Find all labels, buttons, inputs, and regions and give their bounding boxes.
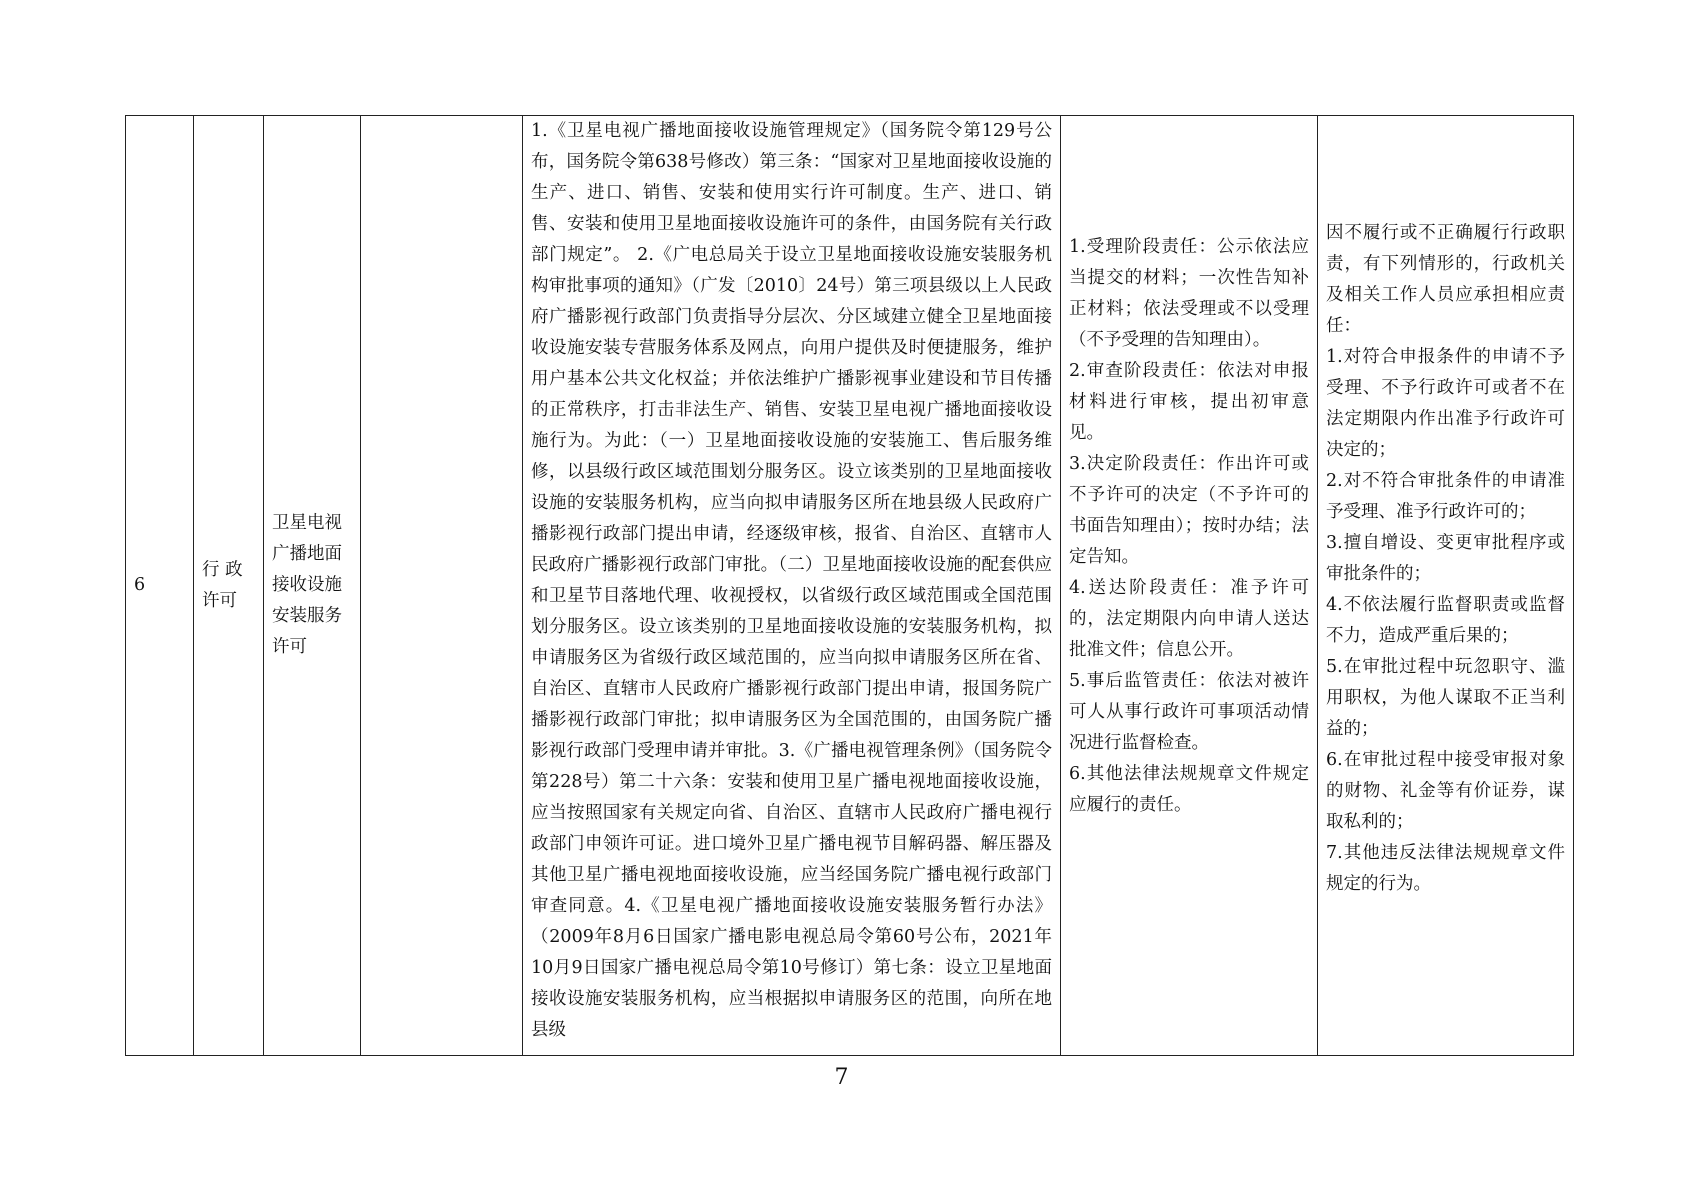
- accountability-item: 3.擅自增设、变更审批程序或审批条件的；: [1326, 532, 1565, 584]
- row-number-cell: [126, 116, 194, 1056]
- responsibility-item: 6.其他法律法规规章文件规定应履行的责任。: [1069, 764, 1309, 815]
- responsibility-cell: [1061, 116, 1318, 1056]
- responsibility-item: 5.事后监管责任：依法对被许可人从事行政许可事项活动情况进行监督检查。: [1069, 671, 1309, 753]
- category-cell: [194, 116, 264, 1056]
- accountability-item: 6.在审批过程中接受审报对象的财物、礼金等有价证券，谋取私利的；: [1326, 749, 1565, 832]
- permission-table: [125, 115, 1574, 1056]
- responsibility-item: 2.审查阶段责任：依法对申报材料进行审核，提出初审意见。: [1069, 361, 1309, 443]
- responsibility-item: 3.决定阶段责任：作出许可或不予许可的决定（不予许可的书面告知理由）；按时办结；法定告知。: [1069, 454, 1309, 567]
- accountability-item: 4.不依法履行监督职责或监督不力，造成严重后果的；: [1326, 594, 1565, 646]
- accountability-item: 2.对不符合审批条件的申请准予受理、准予行政许可的；: [1326, 470, 1565, 522]
- accountability-intro: 因不履行或不正确履行行政职责，有下列情形的，行政机关及相关工作人员应承担相应责任：: [1326, 222, 1565, 336]
- accountability-item: 7.其他违反法律法规规章文件规定的行为。: [1326, 842, 1565, 894]
- legal-basis-cell: [523, 116, 1061, 1056]
- accountability-cell: [1318, 116, 1574, 1056]
- item-name-cell: [264, 116, 361, 1056]
- accountability-item: 5.在审批过程中玩忽职守、滥用职权，为他人谋取不正当利益的；: [1326, 656, 1565, 739]
- legal-basis-text: 1.《卫星电视广播地面接收设施管理规定》（国务院令第129号公布，国务院令第638号修改）第三条：“国家对卫星地面接收设施的生产、进口、销售、安装和使用实行许可制度。生产、进口、销售、安装和使用卫星地面接收设施许可的条件，由国务院有关行政部门规定”。 2.《广电总局关于设立卫星地面接收设施安装服务机构审批事项的通知》（广发〔2010〕24号）第三项县级以上人民政府广播影视行政部门负责指导分层次、分区域建立健全卫星地面接收设施安装专营服务体系及网点，向用户提供及时便捷服务，维护用户基本公共文化权益；并依法维护广播影视事业建设和节目传播的正常秩序，打击非法生产、销售、安装卫星电视广播地面接收设施行为。为此：（一）卫星地面接收设施的安装施工、售后服务维修，以县级行政区域范围划分服务区。设立该类别的卫星地面接收设施的安装服务机构，应当向拟申请服务区所在地县级人民政府广播影视行政部门提出申请，经逐级审核，报省、自治区、直辖市人民政府广播影视行政部门审批。（二）卫星地面接收设施的配套供应和卫星节目落地代理、收视授权，以省级行政区域范围或全国范围划分服务区。设立该类别的卫星地面接收设施的安装服务机构，拟申请服务区为省级行政区域范围的，应当向拟申请服务区所在省、自治区、直辖市人民政府广播影视行政部门提出申请，报国务院广播影视行政部门审批；拟申请服务区为全国范围的，由国务院广播影视行政部门受理申请并审批。3.《广播电视管理条例》（国务院令第228号）第二十六条：安装和使用卫星广播电视地面接收设施，应当按照国家有关规定向省、自治区、直辖市人民政府广播电视行政部门申领许可证。进口境外卫星广播电视节目解码器、解压器及其他卫星广播电视地面接收设施，应当经国务院广播电视行政部门审查同意。4.《卫星电视广播地面接收设施安装服务暂行办法》（2009年8月6日国家广播电影电视总局令第60号公布，2021年10月9日国家广播电视总局令第10号修订）第七条：设立卫星地面接收设施安装服务机构，应当根据拟申请服务区的范围，向所在地县级: [531, 121, 1052, 1040]
- table-row: [126, 116, 1574, 1056]
- accountability-item: 1.对符合申报条件的申请不予受理、不予行政许可或者不在法定期限内作出准予行政许可决定的；: [1326, 346, 1565, 460]
- category: 行 政 许可: [202, 559, 243, 611]
- sub-item-cell: [361, 116, 523, 1056]
- page-number: 7: [834, 1065, 849, 1090]
- row-number: 6: [134, 575, 146, 595]
- responsibility-item: 1.受理阶段责任：公示依法应当提交的材料；一次性告知补正材料；依法受理或不以受理（不予受理的告知理由）。: [1069, 237, 1309, 350]
- item-name: 卫星电视 广播地面 接收设施 安装服务 许可: [272, 513, 342, 657]
- responsibility-item: 4.送达阶段责任：准予许可的，法定期限内向申请人送达批准文件；信息公开。: [1069, 578, 1309, 660]
